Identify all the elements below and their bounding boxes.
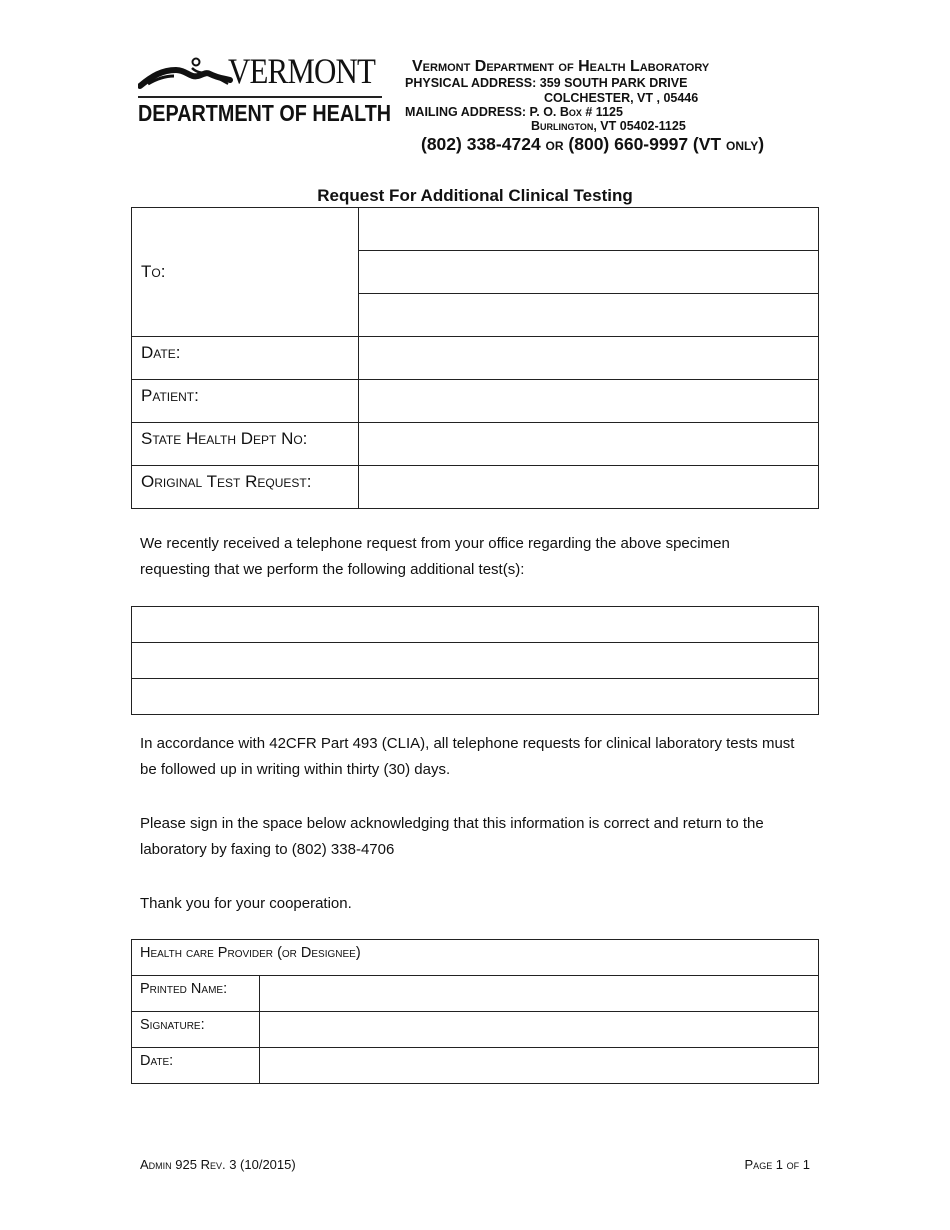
intro-paragraph: We recently received a telephone request from your office regarding the above specimen requesting that we perform the following additional test(s): <box>140 535 730 578</box>
printed-name-label: Printed Name: <box>132 976 260 1012</box>
signature-field[interactable] <box>260 1012 819 1048</box>
date-field[interactable] <box>359 337 819 380</box>
original-test-request-label: Original Test Request: <box>132 466 359 509</box>
provider-date-label: Date: <box>132 1048 260 1084</box>
physical-address-line2: COLCHESTER, VT , 05446 <box>544 91 699 105</box>
to-label: To: <box>132 208 359 337</box>
mailing-address-line1: MAILING ADDRESS: P. O. Box # 1125 <box>405 105 623 119</box>
patient-label: Patient: <box>132 380 359 423</box>
form-id: Admin 925 Rev. 3 (10/2015) <box>140 1157 296 1172</box>
logo-divider <box>138 96 382 98</box>
lab-name: Vermont Department of Health Laboratory <box>412 58 710 75</box>
logo-department: DEPARTMENT OF HEALTH <box>138 100 392 126</box>
state-health-dept-no-field[interactable] <box>359 423 819 466</box>
additional-test-field-3[interactable] <box>132 679 819 715</box>
to-field-line3[interactable] <box>359 294 819 337</box>
additional-test-field-1[interactable] <box>132 607 819 643</box>
provider-signature-table <box>131 939 819 1084</box>
thanks-paragraph: Thank you for your cooperation. <box>140 895 352 912</box>
mailing-address-line2: Burlington, VT 05402-1125 <box>531 119 686 133</box>
provider-header: Health care Provider (or Designee) <box>132 940 819 976</box>
to-field-line2[interactable] <box>359 251 819 294</box>
physical-address-line1: PHYSICAL ADDRESS: 359 SOUTH PARK DRIVE <box>405 76 688 90</box>
lab-phone: (802) 338-4724 or (800) 660-9997 (VT only) <box>421 134 765 154</box>
page-number: Page 1 of 1 <box>744 1157 810 1172</box>
to-field-line1[interactable] <box>359 208 819 251</box>
original-test-request-field[interactable] <box>359 466 819 509</box>
provider-date-field[interactable] <box>260 1048 819 1084</box>
state-health-dept-no-label: State Health Dept No: <box>132 423 359 466</box>
patient-field[interactable] <box>359 380 819 423</box>
sign-paragraph: Please sign in the space below acknowledging that this information is correct and return to the laboratory by faxing to (802) 338-4706 <box>140 815 764 858</box>
clia-paragraph: In accordance with 42CFR Part 493 (CLIA), all telephone requests for clinical laboratory tests must be followed up in writing within thirty (30) days. <box>140 735 795 778</box>
logo-wordmark: VERMONT <box>228 51 376 91</box>
date-label: Date: <box>132 337 359 380</box>
additional-test-field-2[interactable] <box>132 643 819 679</box>
request-info-table <box>131 207 819 509</box>
signature-label: Signature: <box>132 1012 260 1048</box>
additional-tests-table <box>131 606 819 715</box>
printed-name-field[interactable] <box>260 976 819 1012</box>
form-title: Request For Additional Clinical Testing <box>317 186 633 205</box>
